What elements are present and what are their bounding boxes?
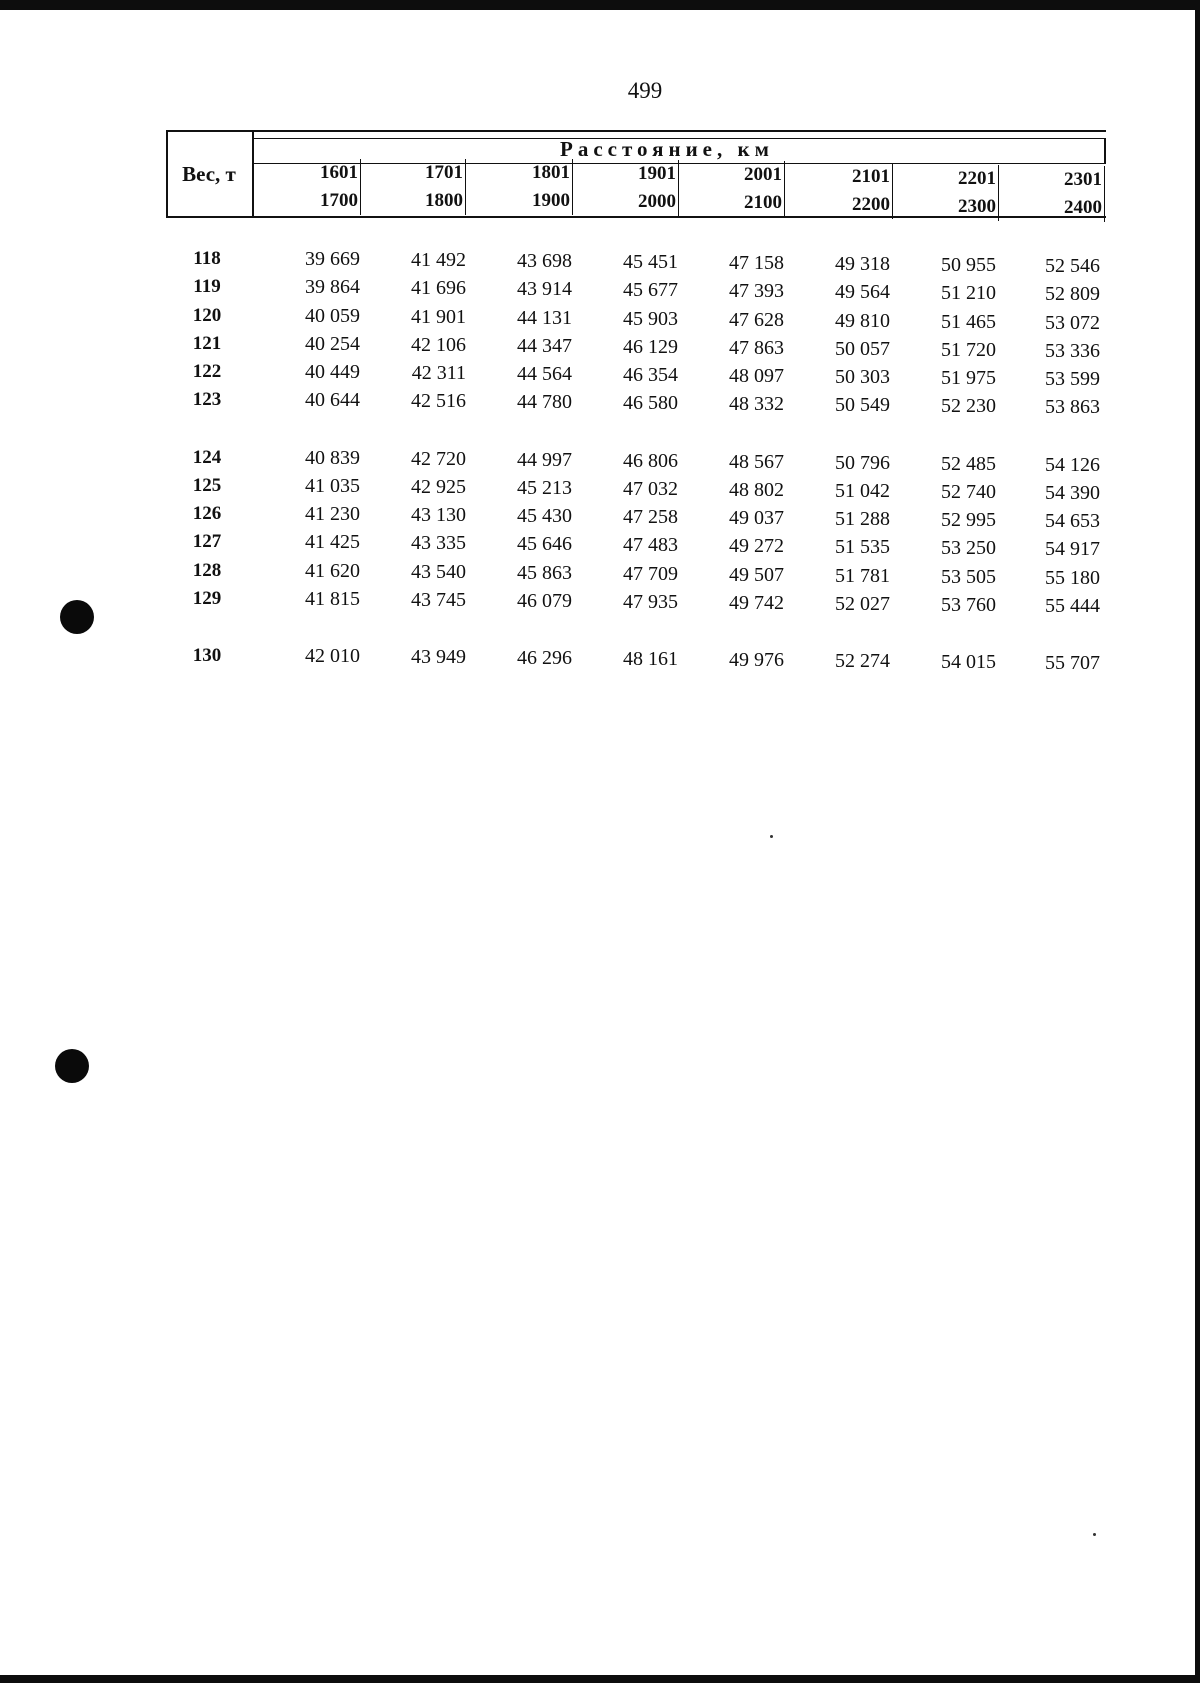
punch-hole — [60, 600, 94, 634]
table-cell: 42 010 — [305, 645, 360, 667]
table-cell: 52 740 — [941, 481, 996, 503]
table-cell: 44 564 — [517, 363, 572, 385]
range-from: 1701 — [425, 162, 463, 183]
table-cell: 44 997 — [517, 449, 572, 471]
row-weight-label: 130 — [192, 645, 222, 666]
table-cell: 44 131 — [517, 307, 572, 329]
range-from: 1901 — [638, 163, 676, 184]
table-cell: 47 483 — [623, 534, 678, 556]
table-cell: 48 332 — [729, 393, 784, 415]
table-cell: 42 925 — [411, 476, 466, 498]
table-cell: 45 903 — [623, 308, 678, 330]
table-cell: 45 863 — [517, 562, 572, 584]
table-cell: 53 599 — [1045, 368, 1100, 390]
range-to: 2000 — [638, 191, 676, 212]
table-cell: 45 451 — [623, 251, 678, 273]
range-from: 2101 — [852, 166, 890, 187]
table-cell: 54 390 — [1045, 482, 1100, 504]
table-cell: 47 258 — [623, 506, 678, 528]
row-weight-label: 128 — [192, 560, 222, 581]
range-from: 2001 — [744, 164, 782, 185]
distance-range-header — [596, 160, 679, 216]
distance-range-header — [278, 159, 361, 215]
range-from: 2301 — [1064, 169, 1102, 190]
row-weight-label: 126 — [192, 503, 222, 524]
range-to: 1900 — [532, 190, 570, 211]
table-cell: 45 646 — [517, 533, 572, 555]
table-cell: 50 549 — [835, 394, 890, 416]
row-weight-label: 123 — [192, 389, 222, 410]
row-weight-label: 121 — [192, 333, 222, 354]
table-cell: 54 653 — [1045, 510, 1100, 532]
table-cell: 51 465 — [941, 311, 996, 333]
range-to: 2200 — [852, 194, 890, 215]
table-cell: 43 949 — [411, 646, 466, 668]
distance-range-header — [1022, 166, 1105, 222]
table-cell: 41 620 — [305, 560, 360, 582]
table-cell: 53 072 — [1045, 312, 1100, 334]
table-cell: 53 863 — [1045, 396, 1100, 418]
distance-range-header — [702, 161, 785, 217]
table-cell: 46 354 — [623, 364, 678, 386]
table-cell: 47 863 — [729, 337, 784, 359]
table-cell: 52 809 — [1045, 283, 1100, 305]
table-cell: 45 213 — [517, 477, 572, 499]
table-cell: 40 839 — [305, 447, 360, 469]
table-cell: 44 347 — [517, 335, 572, 357]
row-weight-label: 125 — [192, 475, 222, 496]
table-cell: 55 180 — [1045, 567, 1100, 589]
page-number: 499 — [627, 78, 663, 103]
table-cell: 49 810 — [835, 310, 890, 332]
table-cell: 51 288 — [835, 508, 890, 530]
table-cell: 51 781 — [835, 565, 890, 587]
table-cell: 41 815 — [305, 588, 360, 610]
row-weight-label: 119 — [193, 276, 221, 297]
table-cell: 43 914 — [517, 278, 572, 300]
distance-range-header — [810, 163, 893, 219]
table-cell: 47 628 — [729, 309, 784, 331]
table-cell: 54 015 — [941, 651, 996, 673]
table-cell: 40 254 — [305, 333, 360, 355]
table-cell: 40 449 — [305, 361, 360, 383]
scan-frame-right — [1195, 0, 1200, 1683]
table-cell: 48 161 — [623, 648, 678, 670]
table-cell: 49 742 — [729, 592, 784, 614]
scan-frame-bottom — [0, 1675, 1200, 1683]
table-cell: 46 806 — [623, 450, 678, 472]
table-cell: 50 303 — [835, 366, 890, 388]
table-cell: 52 027 — [835, 593, 890, 615]
table-cell: 52 274 — [835, 650, 890, 672]
row-weight-label: 129 — [192, 588, 222, 609]
table-cell: 42 720 — [411, 448, 466, 470]
table-cell: 54 917 — [1045, 538, 1100, 560]
table-cell: 52 485 — [941, 453, 996, 475]
punch-hole — [55, 1049, 89, 1083]
range-to: 1700 — [320, 190, 358, 211]
table-cell: 46 129 — [623, 336, 678, 358]
row-weight-label: 118 — [193, 248, 221, 269]
table-cell: 49 507 — [729, 564, 784, 586]
range-from: 2201 — [958, 168, 996, 189]
table-cell: 53 505 — [941, 566, 996, 588]
table-cell: 43 130 — [411, 504, 466, 526]
row-weight-label: 120 — [192, 305, 222, 326]
distance-header-title: Расстояние, км — [560, 137, 774, 161]
table-cell: 53 250 — [941, 537, 996, 559]
weight-column-header: Вес, т — [182, 162, 236, 186]
table-cell: 51 210 — [941, 282, 996, 304]
row-weight-label: 124 — [192, 447, 222, 468]
table-cell: 41 492 — [411, 249, 466, 271]
table-cell: 47 158 — [729, 252, 784, 274]
range-from: 1801 — [532, 162, 570, 183]
table-cell: 53 336 — [1045, 340, 1100, 362]
table-cell: 51 535 — [835, 536, 890, 558]
table-cell: 48 567 — [729, 451, 784, 473]
table-cell: 54 126 — [1045, 454, 1100, 476]
table-cell: 52 230 — [941, 395, 996, 417]
table-cell: 49 318 — [835, 253, 890, 275]
table-cell: 49 564 — [835, 281, 890, 303]
table-cell: 49 272 — [729, 535, 784, 557]
table-cell: 52 546 — [1045, 255, 1100, 277]
table-cell: 45 677 — [623, 279, 678, 301]
table-cell: 47 032 — [623, 478, 678, 500]
table-cell: 46 580 — [623, 392, 678, 414]
table-cell: 52 995 — [941, 509, 996, 531]
table-cell: 47 393 — [729, 280, 784, 302]
range-to: 2400 — [1064, 197, 1102, 218]
row-weight-label: 122 — [192, 361, 222, 382]
table-cell: 55 444 — [1045, 595, 1100, 617]
table-cell: 50 796 — [835, 452, 890, 474]
table-cell: 43 540 — [411, 561, 466, 583]
table-cell: 55 707 — [1045, 652, 1100, 674]
range-to: 2300 — [958, 196, 996, 217]
table-cell: 50 955 — [941, 254, 996, 276]
table-cell: 42 516 — [411, 390, 466, 412]
range-to: 2100 — [744, 192, 782, 213]
table-cell: 48 097 — [729, 365, 784, 387]
scan-frame-top — [0, 0, 1200, 10]
distance-range-header — [490, 159, 573, 215]
table-cell: 42 311 — [411, 362, 466, 384]
table-cell: 46 079 — [517, 590, 572, 612]
table-cell: 41 696 — [411, 277, 466, 299]
table-cell: 49 037 — [729, 507, 784, 529]
table-cell: 40 644 — [305, 389, 360, 411]
distance-range-header — [916, 165, 999, 221]
table-cell: 41 425 — [305, 531, 360, 553]
table-cell: 46 296 — [517, 647, 572, 669]
table-cell: 53 760 — [941, 594, 996, 616]
table-cell: 41 035 — [305, 475, 360, 497]
scan-speck — [1093, 1533, 1096, 1536]
table-cell: 51 042 — [835, 480, 890, 502]
range-from: 1601 — [320, 162, 358, 183]
table-cell: 50 057 — [835, 338, 890, 360]
table-cell: 40 059 — [305, 305, 360, 327]
table-cell: 49 976 — [729, 649, 784, 671]
table-cell: 47 709 — [623, 563, 678, 585]
table-cell: 41 901 — [411, 306, 466, 328]
table-cell: 48 802 — [729, 479, 784, 501]
table-cell: 51 720 — [941, 339, 996, 361]
table-cell: 39 669 — [305, 248, 360, 270]
row-weight-label: 127 — [192, 531, 222, 552]
distance-range-header — [383, 159, 466, 215]
table-cell: 42 106 — [411, 334, 466, 356]
scan-speck — [770, 835, 773, 838]
table-cell: 43 335 — [411, 532, 466, 554]
range-to: 1800 — [425, 190, 463, 211]
table-cell: 41 230 — [305, 503, 360, 525]
table-cell: 43 745 — [411, 589, 466, 611]
table-cell: 44 780 — [517, 391, 572, 413]
table-cell: 47 935 — [623, 591, 678, 613]
table-cell: 45 430 — [517, 505, 572, 527]
table-cell: 51 975 — [941, 367, 996, 389]
table-cell: 43 698 — [517, 250, 572, 272]
table-cell: 39 864 — [305, 276, 360, 298]
